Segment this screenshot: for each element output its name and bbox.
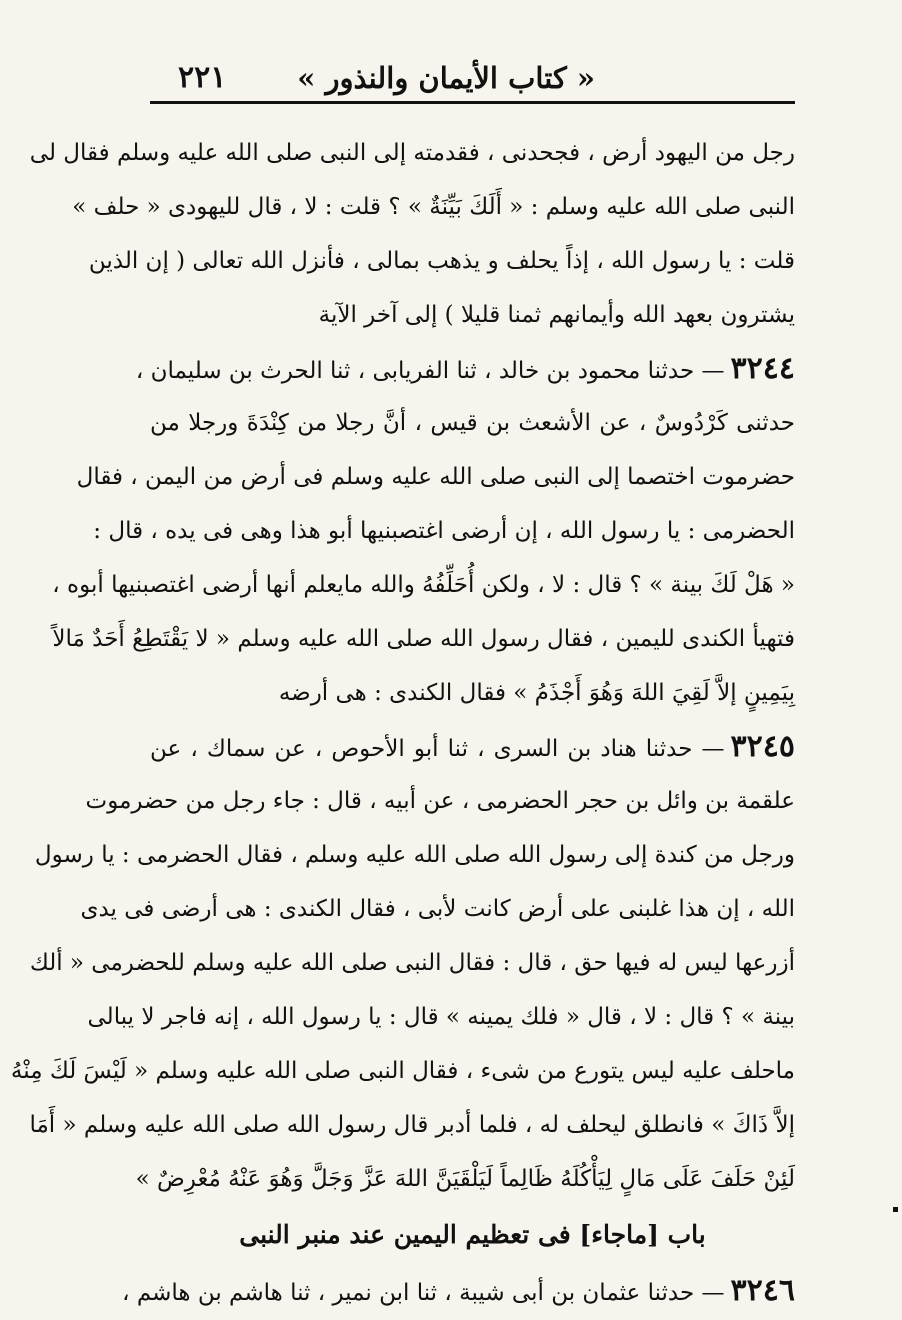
- hadith-number: ٣٢٤٥: [730, 729, 795, 764]
- ink-speck: [893, 1207, 898, 1212]
- paragraph-continuation: [29, 126, 795, 342]
- text-line: يشترون بعهد الله وأيمانهم ثمنا قليلا ) إلى آخر الآية: [318, 302, 795, 328]
- text-line: « هَلْ لَكَ بينة » ؟ قال : لا ، ولكن أُحَلِّفُهُ والله مايعلم أنها أرضى اغتصبنيها أبوه ،: [52, 572, 795, 598]
- text-line: بِيَمِينٍ إلاَّ لَقِيَ اللهَ وَهُوَ أَجْذَمُ » فقال الكندى : هى أرضه: [278, 680, 795, 706]
- page-body: [10, 126, 795, 1318]
- text-line: — حدثنا عثمان بن أبى شيبة ، ثنا ابن نمير ، ثنا هاشم بن هاشم ،: [122, 1280, 725, 1306]
- text-line: الله ، إن هذا غلبنى على أرض كانت لأبى ، فقال الكندى : هى أرضى فى يدى: [80, 896, 795, 922]
- text-line: أزرعها ليس له فيها حق ، قال : فقال النبى صلى الله عليه وسلم للحضرمى « ألك: [29, 950, 795, 976]
- hadith-3246: [122, 1264, 795, 1318]
- text-line: حدثنى كَرْدُوسٌ ، عن الأشعث بن قيس ، أنَّ رجلا من كِنْدَةَ ورجلا من: [150, 410, 795, 436]
- text-line: — حدثنا محمود بن خالد ، ثنا الفريابى ، ثنا الحرث بن سليمان ،: [135, 358, 725, 384]
- header-rule: [150, 101, 795, 104]
- hadith-3245: [10, 720, 795, 1206]
- text-line: علقمة بن وائل بن حجر الحضرمى ، عن أبيه ، قال : جاء رجل من حضرموت: [85, 788, 795, 814]
- text-line: — حدثنا هناد بن السرى ، ثنا أبو الأحوص ، عن سماك ، عن: [150, 736, 725, 762]
- text-line: قلت : يا رسول الله ، إذاً يحلف و يذهب بمالى ، فأنزل الله تعالى ( إن الذين: [88, 248, 795, 274]
- text-line: حضرموت اختصما إلى النبى صلى الله عليه وسلم فى أرض من اليمن ، فقال: [76, 464, 795, 490]
- text-line: النبى صلى الله عليه وسلم : « أَلَكَ بَيِّنَةٌ » ؟ قلت : لا ، قال لليهودى « حلف »: [72, 194, 795, 220]
- hadith-first-line: [150, 720, 795, 774]
- text-line: ماحلف عليه ليس يتورع من شىء ، فقال النبى صلى الله عليه وسلم « لَيْسَ لَكَ مِنْهُ: [10, 1058, 795, 1084]
- running-header-title: « كتاب الأيمان والنذور »: [297, 61, 595, 95]
- text-line: فتهيأ الكندى لليمين ، فقال رسول الله صلى الله عليه وسلم « لا يَقْتَطِعُ أَحَدٌ مَالاً: [52, 626, 795, 652]
- chapter-heading: باب [ماجاء] فى تعظيم اليمين عند منبر النبى: [239, 1220, 706, 1249]
- text-line: ورجل من كندة إلى رسول الله صلى الله عليه وسلم ، فقال الحضرمى : يا رسول: [34, 842, 795, 868]
- running-header: [150, 58, 795, 98]
- text-line: بينة » ؟ قال : لا ، قال « فلك يمينه » قال : يا رسول الله ، إنه فاجر لا يبالى: [87, 1004, 795, 1030]
- hadith-3244: [52, 342, 795, 720]
- hadith-number: ٣٢٤٤: [730, 351, 795, 386]
- hadith-first-line: [122, 1264, 795, 1318]
- text-line: إلاَّ ذَاكَ » فانطلق ليحلف له ، فلما أدبر قال رسول الله صلى الله عليه وسلم « أَمَا: [29, 1112, 795, 1138]
- text-line: رجل من اليهود أرض ، فجحدنى ، فقدمته إلى النبى صلى الله عليه وسلم فقال لى: [29, 140, 795, 166]
- page-number: ٢٢١: [178, 60, 227, 95]
- text-line: الحضرمى : يا رسول الله ، إن أرضى اغتصبنيها أبو هذا وهى فى يده ، قال :: [93, 518, 795, 544]
- hadith-number: ٣٢٤٦: [730, 1273, 795, 1308]
- hadith-first-line: [135, 342, 795, 396]
- text-line: لَئِنْ حَلَفَ عَلَى مَالٍ لِيَأْكُلَهُ ظَالِماً لَيَلْقَيَنَّ اللهَ عَزَّ وَجَلَّ وَهُوَ عَنْهُ مُعْرِضٌ »: [135, 1166, 795, 1192]
